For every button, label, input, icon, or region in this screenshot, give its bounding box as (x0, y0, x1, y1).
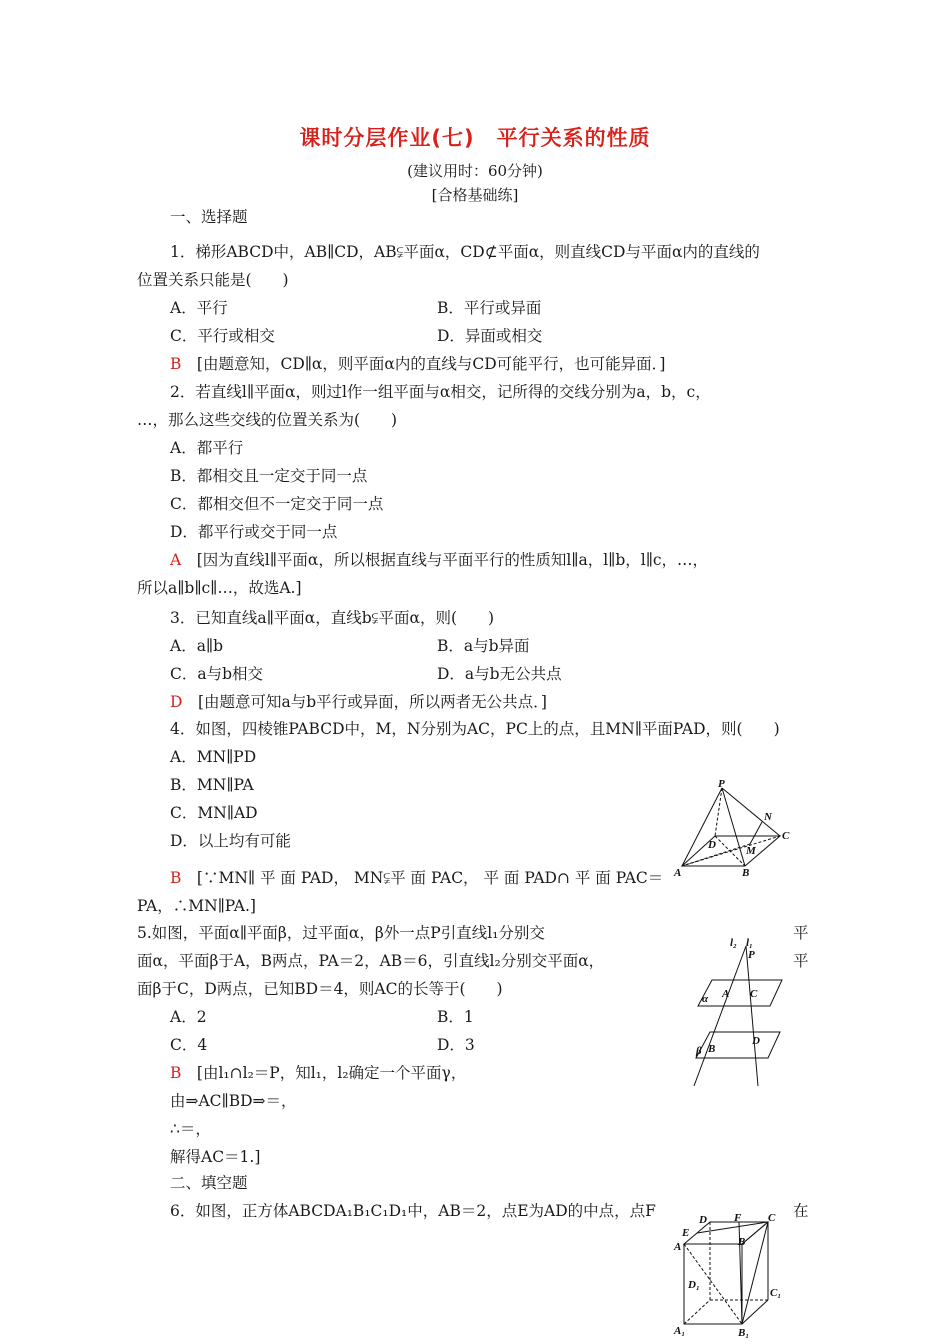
plane-label: β (696, 1045, 702, 1057)
vertex-label: B₁ (738, 1327, 750, 1339)
suggested-time: (建议用时：60分钟) (407, 162, 543, 180)
vertex-label: D (699, 1214, 707, 1226)
vertex-label: B (738, 1236, 746, 1248)
point-label: D (752, 1035, 760, 1047)
section-heading: 二、填空题 (170, 1174, 248, 1192)
question-text: 平 (793, 952, 809, 970)
answer-letter: A (170, 551, 182, 569)
explanation: [由l₁∩l₂＝P，知l₁，l₂确定一个平面γ， (196, 1064, 467, 1082)
option-c: C．4 (170, 1036, 208, 1054)
explanation: 由⇒AC∥BD⇒＝， (170, 1092, 297, 1110)
vertex-label: D (708, 839, 716, 851)
vertex-label: C (768, 1212, 776, 1224)
explanation: [因为直线l∥平面α，所以根据直线与平面平行的性质知l∥a，l∥b，l∥c，…， (196, 551, 709, 569)
question-text: 6．如图，正方体ABCDA₁B₁C₁D₁中，AB＝2，点E为AD的中点，点F (170, 1202, 656, 1220)
answer-line (170, 692, 547, 712)
vertex-label: M (746, 845, 756, 857)
vertex-label: E (682, 1227, 690, 1239)
question-text: 在 (793, 1202, 809, 1220)
vertex-label: A (674, 867, 682, 879)
option-b: B．a与b异面 (437, 637, 530, 655)
answer-line (170, 868, 663, 888)
question-text: 3．已知直线a∥平面α，直线b⫋平面α，则( ) (170, 609, 495, 627)
explanation: 解得AC＝1.] (170, 1148, 261, 1166)
option-b: B．1 (437, 1008, 474, 1026)
line-label: l₁ (746, 937, 753, 949)
option-a: A．2 (170, 1008, 207, 1026)
explanation: ∴＝， (170, 1120, 211, 1138)
vertex-label: F (734, 1212, 742, 1224)
answer-line (170, 1063, 466, 1083)
option-d: D．a与b无公共点 (437, 665, 562, 683)
plane-label: α (702, 993, 709, 1005)
vertex-label: C₁ (770, 1287, 782, 1299)
parallel-planes-figure (686, 934, 786, 1089)
question-text: 面β于C，D两点，已知BD＝4，则AC的长等于( ) (137, 980, 503, 998)
explanation: PA，∴MN∥PA.] (137, 897, 256, 915)
section-heading: 一、选择题 (170, 208, 248, 226)
option-a: A．都平行 (170, 439, 244, 457)
option-d: D．异面或相交 (437, 327, 543, 345)
option-b: B．MN∥PA (170, 776, 254, 794)
question-text: …，那么这些交线的位置关系为( ) (137, 411, 398, 429)
option-d: D．都平行或交于同一点 (170, 523, 338, 541)
option-c: C．都相交但不一定交于同一点 (170, 495, 384, 513)
point-label: A (722, 988, 730, 1000)
question-text: 位置关系只能是( ) (137, 271, 289, 289)
vertex-label: P (718, 778, 725, 790)
explanation: [由题意可知a与b平行或异面，所以两者无公共点．] (197, 693, 547, 711)
question-text: 2．若直线l∥平面α，则过l作一组平面与α相交，记所得的交线分别为a，b，c， (170, 383, 711, 401)
option-d: D．以上均有可能 (170, 832, 291, 850)
vertex-label: N (764, 811, 772, 823)
option-c: C．MN∥AD (170, 804, 258, 822)
level-heading: [合格基础练] (431, 186, 519, 204)
answer-letter: D (170, 693, 183, 711)
vertex-label: B (742, 867, 750, 879)
point-label: P (748, 949, 755, 961)
question-text: 5.如图，平面α∥平面β，过平面α，β外一点P引直线l₁分别交 (137, 924, 545, 942)
question-text: 平 (793, 924, 809, 942)
option-b: B．都相交且一定交于同一点 (170, 467, 368, 485)
option-b: B．平行或异面 (437, 299, 542, 317)
question-text: 1．梯形ABCD中，AB∥CD，AB⫋平面α，CD⊄平面α，则直线CD与平面α内的直线的 (170, 243, 760, 261)
question-text: 4．如图，四棱锥PABCD中，M，N分别为AC，PC上的点，且MN∥平面PAD，则( ) (170, 720, 780, 738)
option-c: C．a与b相交 (170, 665, 264, 683)
explanation: [∵MN∥ 平 面 PAD， MN⫋平 面 PAC， 平 面 PAD∩ 平 面 PAC＝ (196, 869, 664, 887)
point-label: B (708, 1043, 716, 1055)
answer-letter: B (170, 869, 182, 887)
answer-line (170, 550, 708, 570)
option-a: A．MN∥PD (170, 748, 257, 766)
question-text: 面α，平面β于A，B两点，PA＝2，AB＝6，引直线l₂分别交平面α， (137, 952, 605, 970)
cube-figure (672, 1212, 787, 1342)
answer-letter: B (170, 1064, 182, 1082)
page-title: 课时分层作业(七) 平行关系的性质 (299, 126, 651, 150)
point-label: C (750, 988, 758, 1000)
vertex-label: A (674, 1241, 682, 1253)
vertex-label: A₁ (674, 1325, 686, 1337)
option-a: A．a∥b (170, 637, 224, 655)
answer-letter: B (170, 355, 182, 373)
vertex-label: D₁ (688, 1279, 700, 1291)
vertex-label: C (782, 830, 790, 842)
answer-line (170, 354, 665, 374)
option-a: A．平行 (170, 299, 228, 317)
explanation: 所以a∥b∥c∥…，故选A.] (137, 579, 302, 597)
pyramid-figure (670, 778, 800, 880)
explanation: [由题意知，CD∥α，则平面α内的直线与CD可能平行，也可能异面．] (196, 355, 666, 373)
option-d: D．3 (437, 1036, 475, 1054)
line-label: l₂ (730, 937, 737, 949)
option-c: C．平行或相交 (170, 327, 275, 345)
